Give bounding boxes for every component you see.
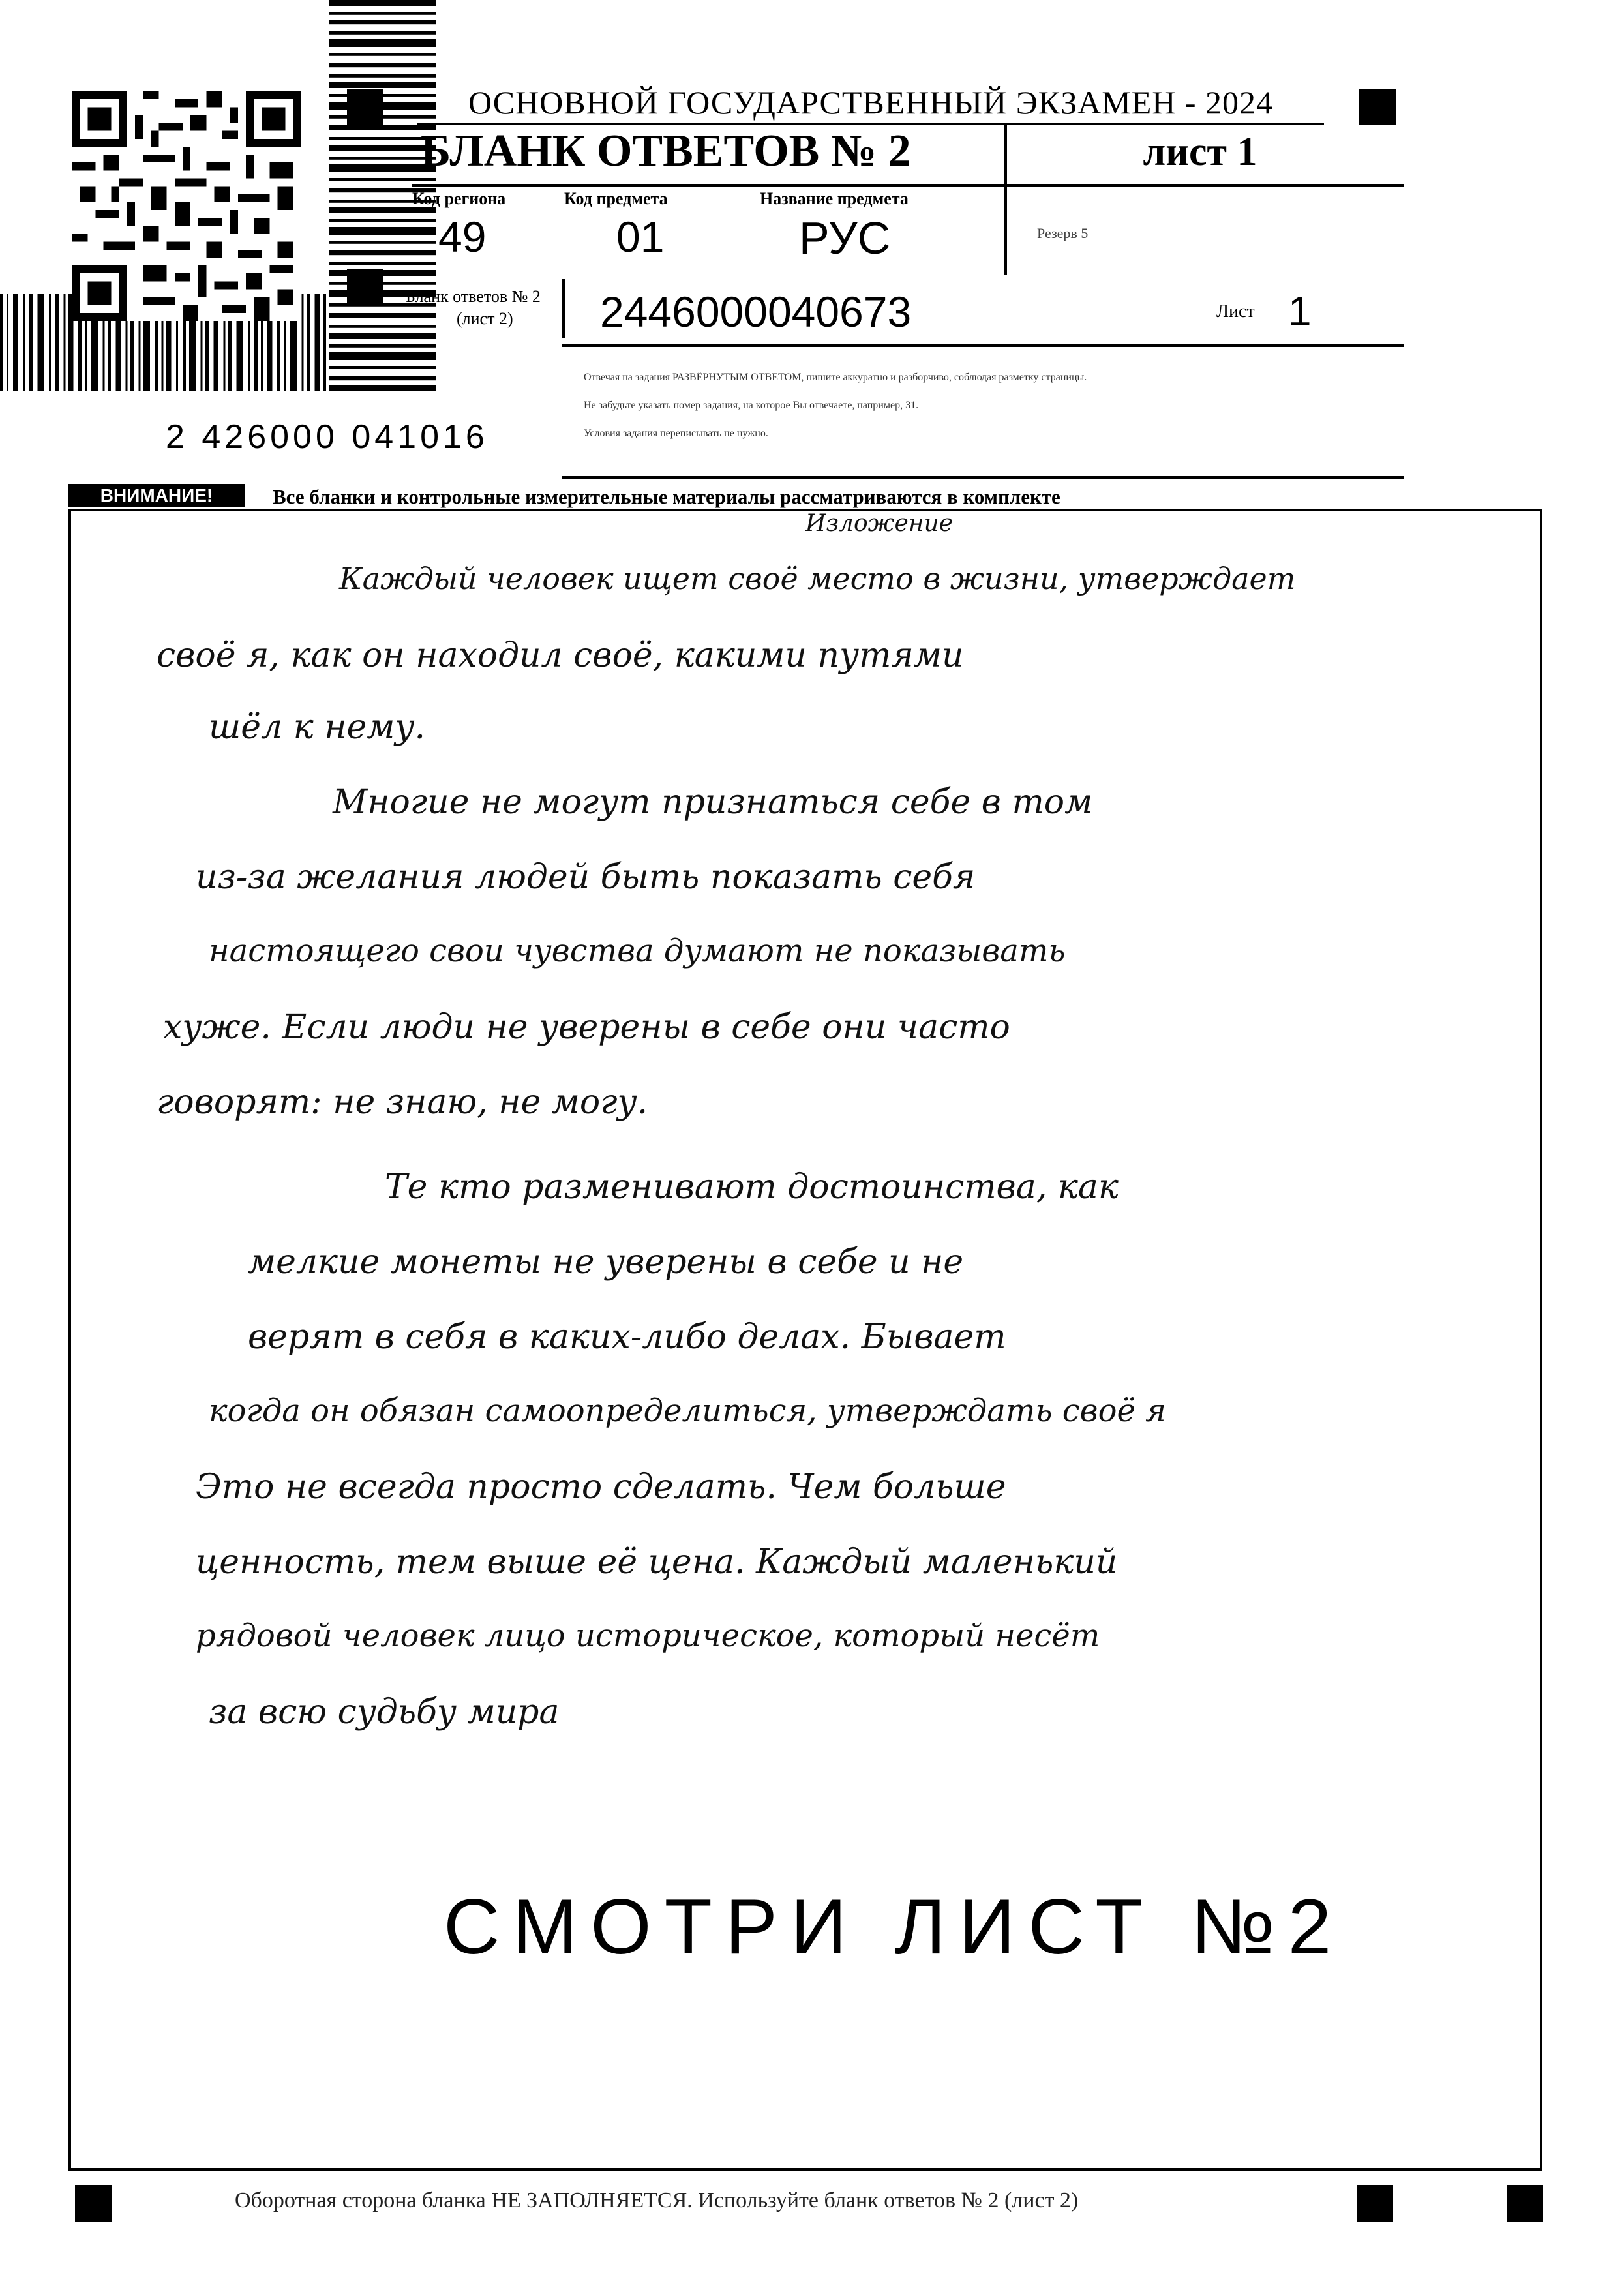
answer-line: Те кто разменивают достоинства, как: [385, 1168, 1119, 1207]
form-ref-line1: Бланк ответов № 2: [406, 287, 541, 306]
subject-code-label: Код предмета: [564, 189, 668, 208]
subject-name-value: РУС: [799, 213, 891, 264]
answer-line: своё я, как он находил своё, какими путями: [157, 636, 964, 675]
answer-line: когда он обязан самоопределиться, утверждать своё я: [209, 1393, 1166, 1429]
answer-line: Это не всегда просто сделать. Чем больше: [196, 1468, 1006, 1507]
form-title: БЛАНК ОТВЕТОВ № 2: [421, 126, 911, 176]
answer-line: настоящего свои чувства думают не показывать: [209, 933, 1066, 969]
marker-square: [1507, 2185, 1543, 2222]
instruction-line: Не забудьте указать номер задания, на которое Вы отвечаете, например, 31.: [584, 400, 919, 411]
instruction-line: Отвечая на задания РАЗВЁРНУТЫМ ОТВЕТОМ, пишите аккуратно и разборчиво, соблюдая разметку страницы.: [584, 372, 1087, 383]
answer-line: ценность, тем выше её цена. Каждый маленький: [196, 1543, 1118, 1582]
answer-line: из-за желания людей быть показать себя: [196, 858, 976, 897]
footer-note: Оборотная сторона бланка НЕ ЗАПОЛНЯЕТСЯ. Используйте бланк ответов № 2 (лист 2): [235, 2188, 1079, 2212]
attention-badge: ВНИМАНИЕ!: [68, 484, 245, 507]
barcode-number: 2 426000 041016: [163, 417, 534, 457]
exam-title: ОСНОВНОЙ ГОСУДАРСТВЕННЫЙ ЭКЗАМЕН - 2024: [468, 84, 1273, 121]
marker-square: [1357, 2185, 1393, 2222]
marker-square: [347, 269, 383, 305]
answer-line: Каждый человек ищет своё место в жизни, утверждает: [339, 561, 1296, 596]
subject-name-label: Название предмета: [760, 189, 909, 208]
region-label: Код региона: [412, 189, 506, 208]
marker-square: [1359, 89, 1396, 125]
instruction-rule: [562, 476, 1404, 479]
answer-line: верят в себя в каких-либо делах. Бывает: [248, 1318, 1006, 1357]
sheet-title: лист 1: [1143, 130, 1257, 174]
divider: [1004, 125, 1007, 275]
form-ref-line2: (лист 2): [457, 309, 513, 328]
answer-line: рядовой человек лицо историческое, который несёт: [196, 1618, 1100, 1654]
instruction-line: Условия задания переписывать не нужно.: [584, 428, 768, 439]
answer-line: говорят: не знаю, не могу.: [157, 1083, 648, 1122]
attention-text: Все бланки и контрольные измерительные материалы рассматриваются в комплекте: [273, 485, 1060, 508]
marker-square: [347, 89, 383, 125]
divider: [562, 279, 565, 338]
form-number: 2446000040673: [600, 288, 912, 336]
header-rule: [412, 184, 1404, 187]
answer-line: шёл к нему.: [209, 708, 426, 747]
reserve-label: Резерв 5: [1037, 225, 1089, 241]
answer-line: мелкие монеты не уверены в себе и не: [248, 1243, 964, 1282]
region-value: 49: [438, 213, 487, 261]
answer-line: хуже. Если люди не уверены в себе они часто: [163, 1008, 1010, 1047]
form-number-rule: [562, 344, 1404, 347]
inserted-word: Изложение: [805, 510, 954, 537]
sheet-number: 1: [1288, 288, 1312, 335]
answer-line: за всю судьбу мира: [209, 1693, 560, 1732]
subject-code-value: 01: [616, 213, 665, 261]
title-rule: [417, 123, 1324, 125]
qr-code: [68, 91, 305, 321]
marker-square: [75, 2185, 112, 2222]
answer-line: Многие не могут признаться себе в том: [333, 783, 1093, 822]
continuation-note: СМОТРИ ЛИСТ №2: [444, 1883, 1345, 1970]
sheet-label: Лист: [1216, 301, 1255, 322]
